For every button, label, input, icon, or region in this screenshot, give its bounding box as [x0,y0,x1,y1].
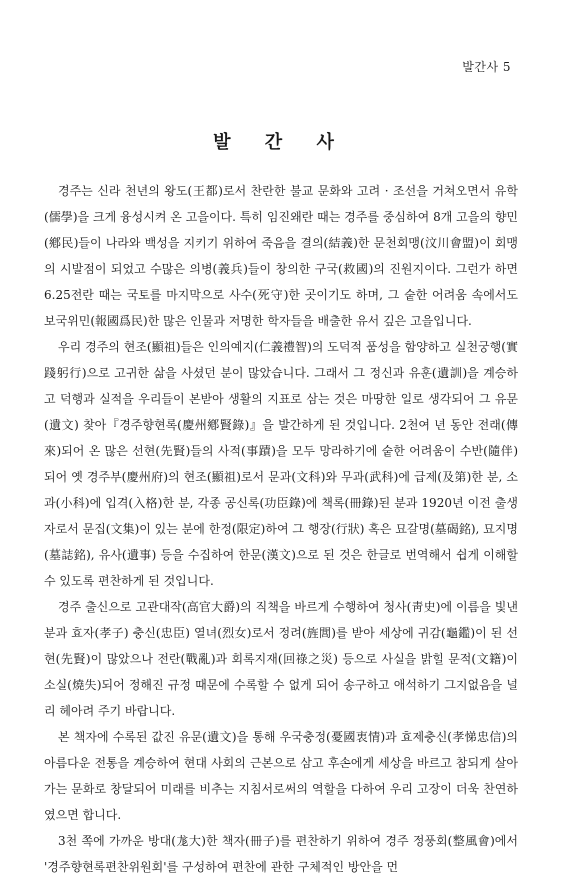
paragraph-3: 경주 출신으로 고관대작(高官大爵)의 직책을 바르게 수행하여 청사(靑史)에 이름을 빛낸 분과 효자(孝子) 충신(忠臣) 열녀(烈女)로서 정려(旌閭)를 받아 세상에 귀감(龜鑑)이 된 선현(先賢)이 많았으나 전란(戰亂)과 회록지재(回祿之災) 등으로 사실을 밝힐 문적(文籍)이 소실(燒失)되어 정해진 규정 때문에 수록할 수 없게 되어 송구하고 애석하기 그지없음을 널리 헤아려 주기 바랍니다. [44,600,518,718]
page-header-label: 발간사 5 [462,60,511,74]
document-body [44,178,518,880]
paragraph-1: 경주는 신라 천년의 왕도(王都)로서 찬란한 불교 문화와 고려 · 조선을 거쳐오면서 유학(儒學)을 크게 융성시켜 온 고을이다. 특히 임진왜란 때는 경주를 중심하여 8개 고을의 향민(鄕民)들이 나라와 백성을 지키기 위하여 죽음을 결의(結義)한 문천회맹(汶川會盟)이 회맹의 시발점이 되었고 수많은 의병(義兵)들이 창의한 구국(救國)의 진원지이다. 그런가 하면 6.25전란 때는 국토를 마지막으로 사수(死守)한 곳이기도 하며, 그 숱한 어려움 속에서도 보국위민(報國爲民)한 많은 인물과 저명한 학자들을 배출한 유서 깊은 고을입니다. [44,184,519,328]
paragraph-4: 본 책자에 수록된 값진 유문(遺文)을 통해 우국충정(憂國衷情)과 효제충신(孝悌忠信)의 아름다운 전통을 계승하여 현대 사회의 근본으로 삼고 후손에게 세상을 바르고 참되게 살아가는 문화로 창달되어 미래를 비추는 지침서로써의 역할을 다하여 우리 고장이 더욱 찬연하였으면 합니다. [44,730,518,822]
paragraph-5: 3천 쪽에 가까운 방대(尨大)한 책자(冊子)를 편찬하기 위하여 경주 정풍회(整風會)에서 '경주향현록편찬위원회'를 구성하여 편찬에 관한 구체적인 방안을 먼 [44,834,518,874]
paragraph-2: 우리 경주의 현조(顯祖)들은 인의예지(仁義禮智)의 도덕적 품성을 함양하고 실천궁행(實踐躬行)으로 고귀한 삶을 사셨던 분이 많았습니다. 그래서 그 정신과 유훈(遺訓)을 계승하고 덕행과 실적을 우리들이 본받아 생활의 지표로 삼는 것은 마땅한 일로 생각되어 그 유문(遺文) 찾아『경주향현록(慶州鄕賢錄)』을 발간하게 된 것입니다. 2천여 년 동안 전래(傳來)되어 온 많은 선현(先賢)들의 사적(事蹟)을 모두 망라하기에 숱한 어려움이 수반(隨伴)되어 옛 경주부(慶州府)의 현조(顯祖)로서 문과(文科)와 무과(武科)에 급제(及第)한 분, 소과(小科)에 입격(入格)한 분, 각종 공신록(功臣錄)에 책록(冊錄)된 분과 1920년 이전 출생자로서 문집(文集)이 있는 분에 한정(限定)하여 그 행장(行狀) 혹은 묘갈명(墓碣銘), 묘지명(墓誌銘), 유사(遺事) 등을 수집하여 한문(漢文)으로 된 것은 한글로 번역해서 쉽게 이해할 수 있도록 편찬하게 된 것입니다. [44,340,518,588]
document-title: 발 간 사 [213,132,348,153]
